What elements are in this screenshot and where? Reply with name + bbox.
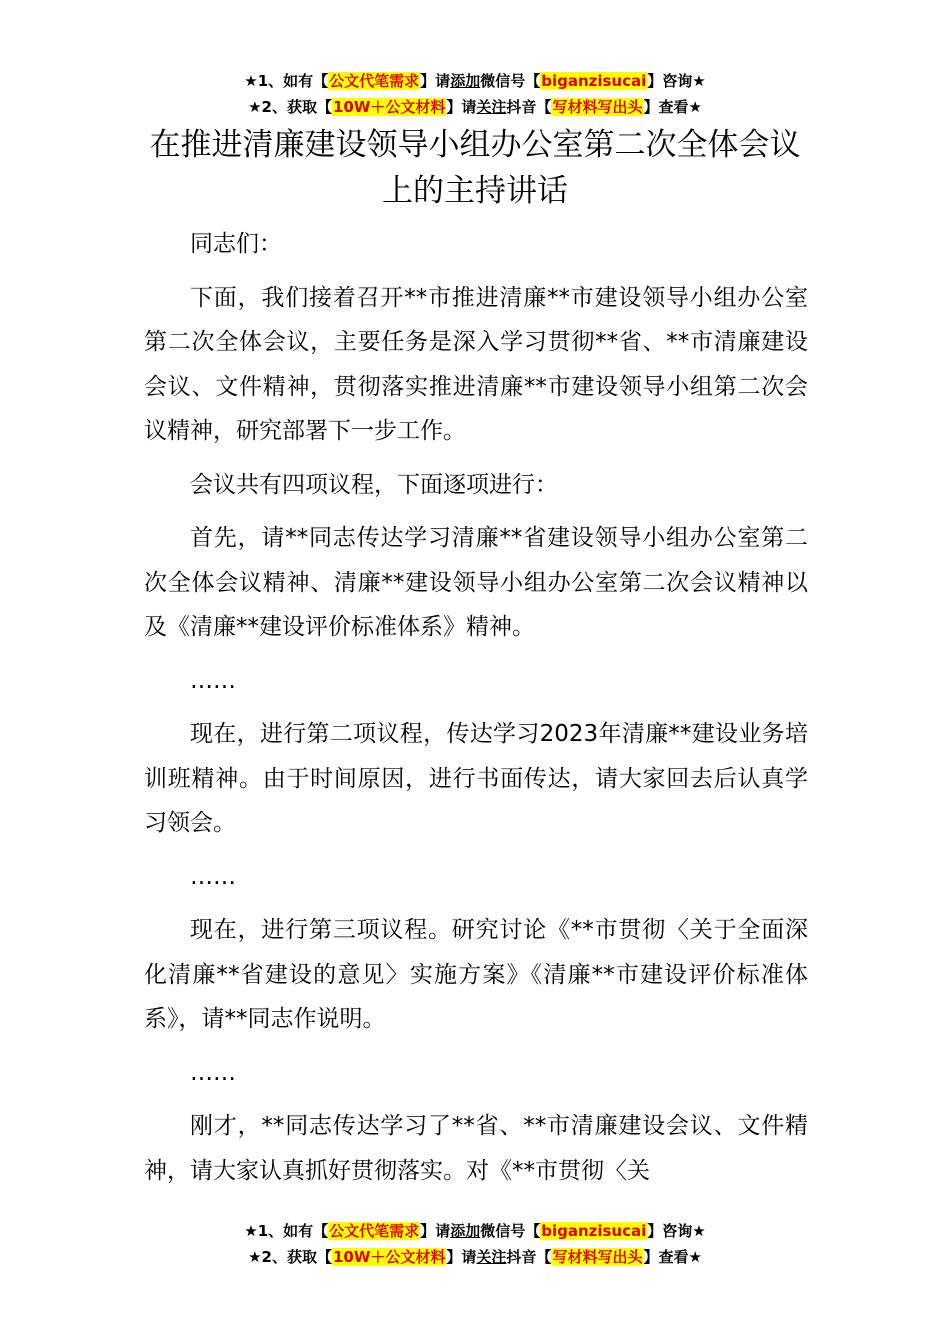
banner-text: 】请 xyxy=(420,72,451,90)
banner-text: ★2、获取【 xyxy=(248,1248,332,1266)
banner-text: 】咨询★ xyxy=(647,1222,706,1240)
paragraph: 首先，请**同志传达学习清廉**省建设领导小组办公室第二次全体会议精神、清廉**建设领导小组办公室第二次会议精神以及《清廉**建设评价标准体系》精神。 xyxy=(144,525,808,640)
banner-text: 】请 xyxy=(420,1222,451,1240)
banner-text: 抖音【 xyxy=(506,1248,552,1266)
banner-highlight-douyin: 写材料写出头 xyxy=(552,98,643,116)
banner-text: 微信号【 xyxy=(480,72,541,90)
banner-highlight-materials: 10W＋公文材料 xyxy=(332,98,446,116)
document-body xyxy=(144,222,808,1202)
banner-text: 】咨询★ xyxy=(647,72,706,90)
banner-text: 】请 xyxy=(446,1248,477,1266)
paragraph-ellipsis: …… xyxy=(190,667,236,694)
banner-highlight-service: 公文代笔需求 xyxy=(329,1222,420,1240)
footer-banner xyxy=(0,1218,950,1270)
paragraph-salutation: 同志们： xyxy=(190,231,282,257)
banner-text: ★1、如有【 xyxy=(244,1222,329,1240)
banner-text: 】请 xyxy=(446,98,477,116)
banner-text: 微信号【 xyxy=(480,1222,541,1240)
document-title: 在推进清廉建设领导小组办公室第二次全体会议上的主持讲话 xyxy=(149,127,801,209)
banner-text: 】查看★ xyxy=(643,98,702,116)
banner-underlined: 添加 xyxy=(450,1222,481,1240)
paragraph: 现在，进行第二项议程，传达学习2023年清廉**建设业务培训班精神。由于时间原因，进行书面传达，请大家回去后认真学习领会。 xyxy=(144,721,808,836)
banner-underlined: 关注 xyxy=(476,98,507,116)
header-banner xyxy=(0,68,950,120)
banner-text: 抖音【 xyxy=(506,98,552,116)
banner-highlight-service: 公文代笔需求 xyxy=(329,72,420,90)
banner-text: 】查看★ xyxy=(643,1248,702,1266)
banner-text: ★1、如有【 xyxy=(244,72,329,90)
paragraph-ellipsis: …… xyxy=(190,1059,236,1086)
banner-line-2 xyxy=(0,1244,950,1270)
paragraph: 现在，进行第三项议程。研究讨论《**市贯彻〈关于全面深化清廉**省建设的意见〉实施方案》《清廉**市建设评价标准体系》，请**同志作说明。 xyxy=(144,917,808,1032)
banner-highlight-wechat: biganzisucai xyxy=(541,1222,647,1240)
paragraph: 下面，我们接着召开**市推进清廉**市建设领导小组办公室第二次全体会议，主要任务是深入学习贯彻**省、**市清廉建设会议、文件精神，贯彻落实推进清廉**市建设领导小组第二次会议精神，研究部署下一步工作。 xyxy=(144,284,808,444)
banner-highlight-douyin: 写材料写出头 xyxy=(552,1248,643,1266)
banner-text: ★2、获取【 xyxy=(248,98,332,116)
banner-line-2 xyxy=(0,94,950,120)
banner-line-1 xyxy=(0,1218,950,1244)
banner-underlined: 添加 xyxy=(450,72,481,90)
banner-line-1 xyxy=(0,68,950,94)
paragraph-ellipsis: …… xyxy=(190,863,236,890)
paragraph: 会议共有四项议程，下面逐项进行： xyxy=(190,471,558,498)
banner-highlight-wechat: biganzisucai xyxy=(541,72,647,90)
banner-highlight-materials: 10W＋公文材料 xyxy=(332,1248,446,1266)
banner-underlined: 关注 xyxy=(476,1248,507,1266)
paragraph: 刚才，**同志传达学习了**省、**市清廉建设会议、文件精神，请大家认真抓好贯彻落实。对《**市贯彻〈关 xyxy=(144,1113,808,1184)
